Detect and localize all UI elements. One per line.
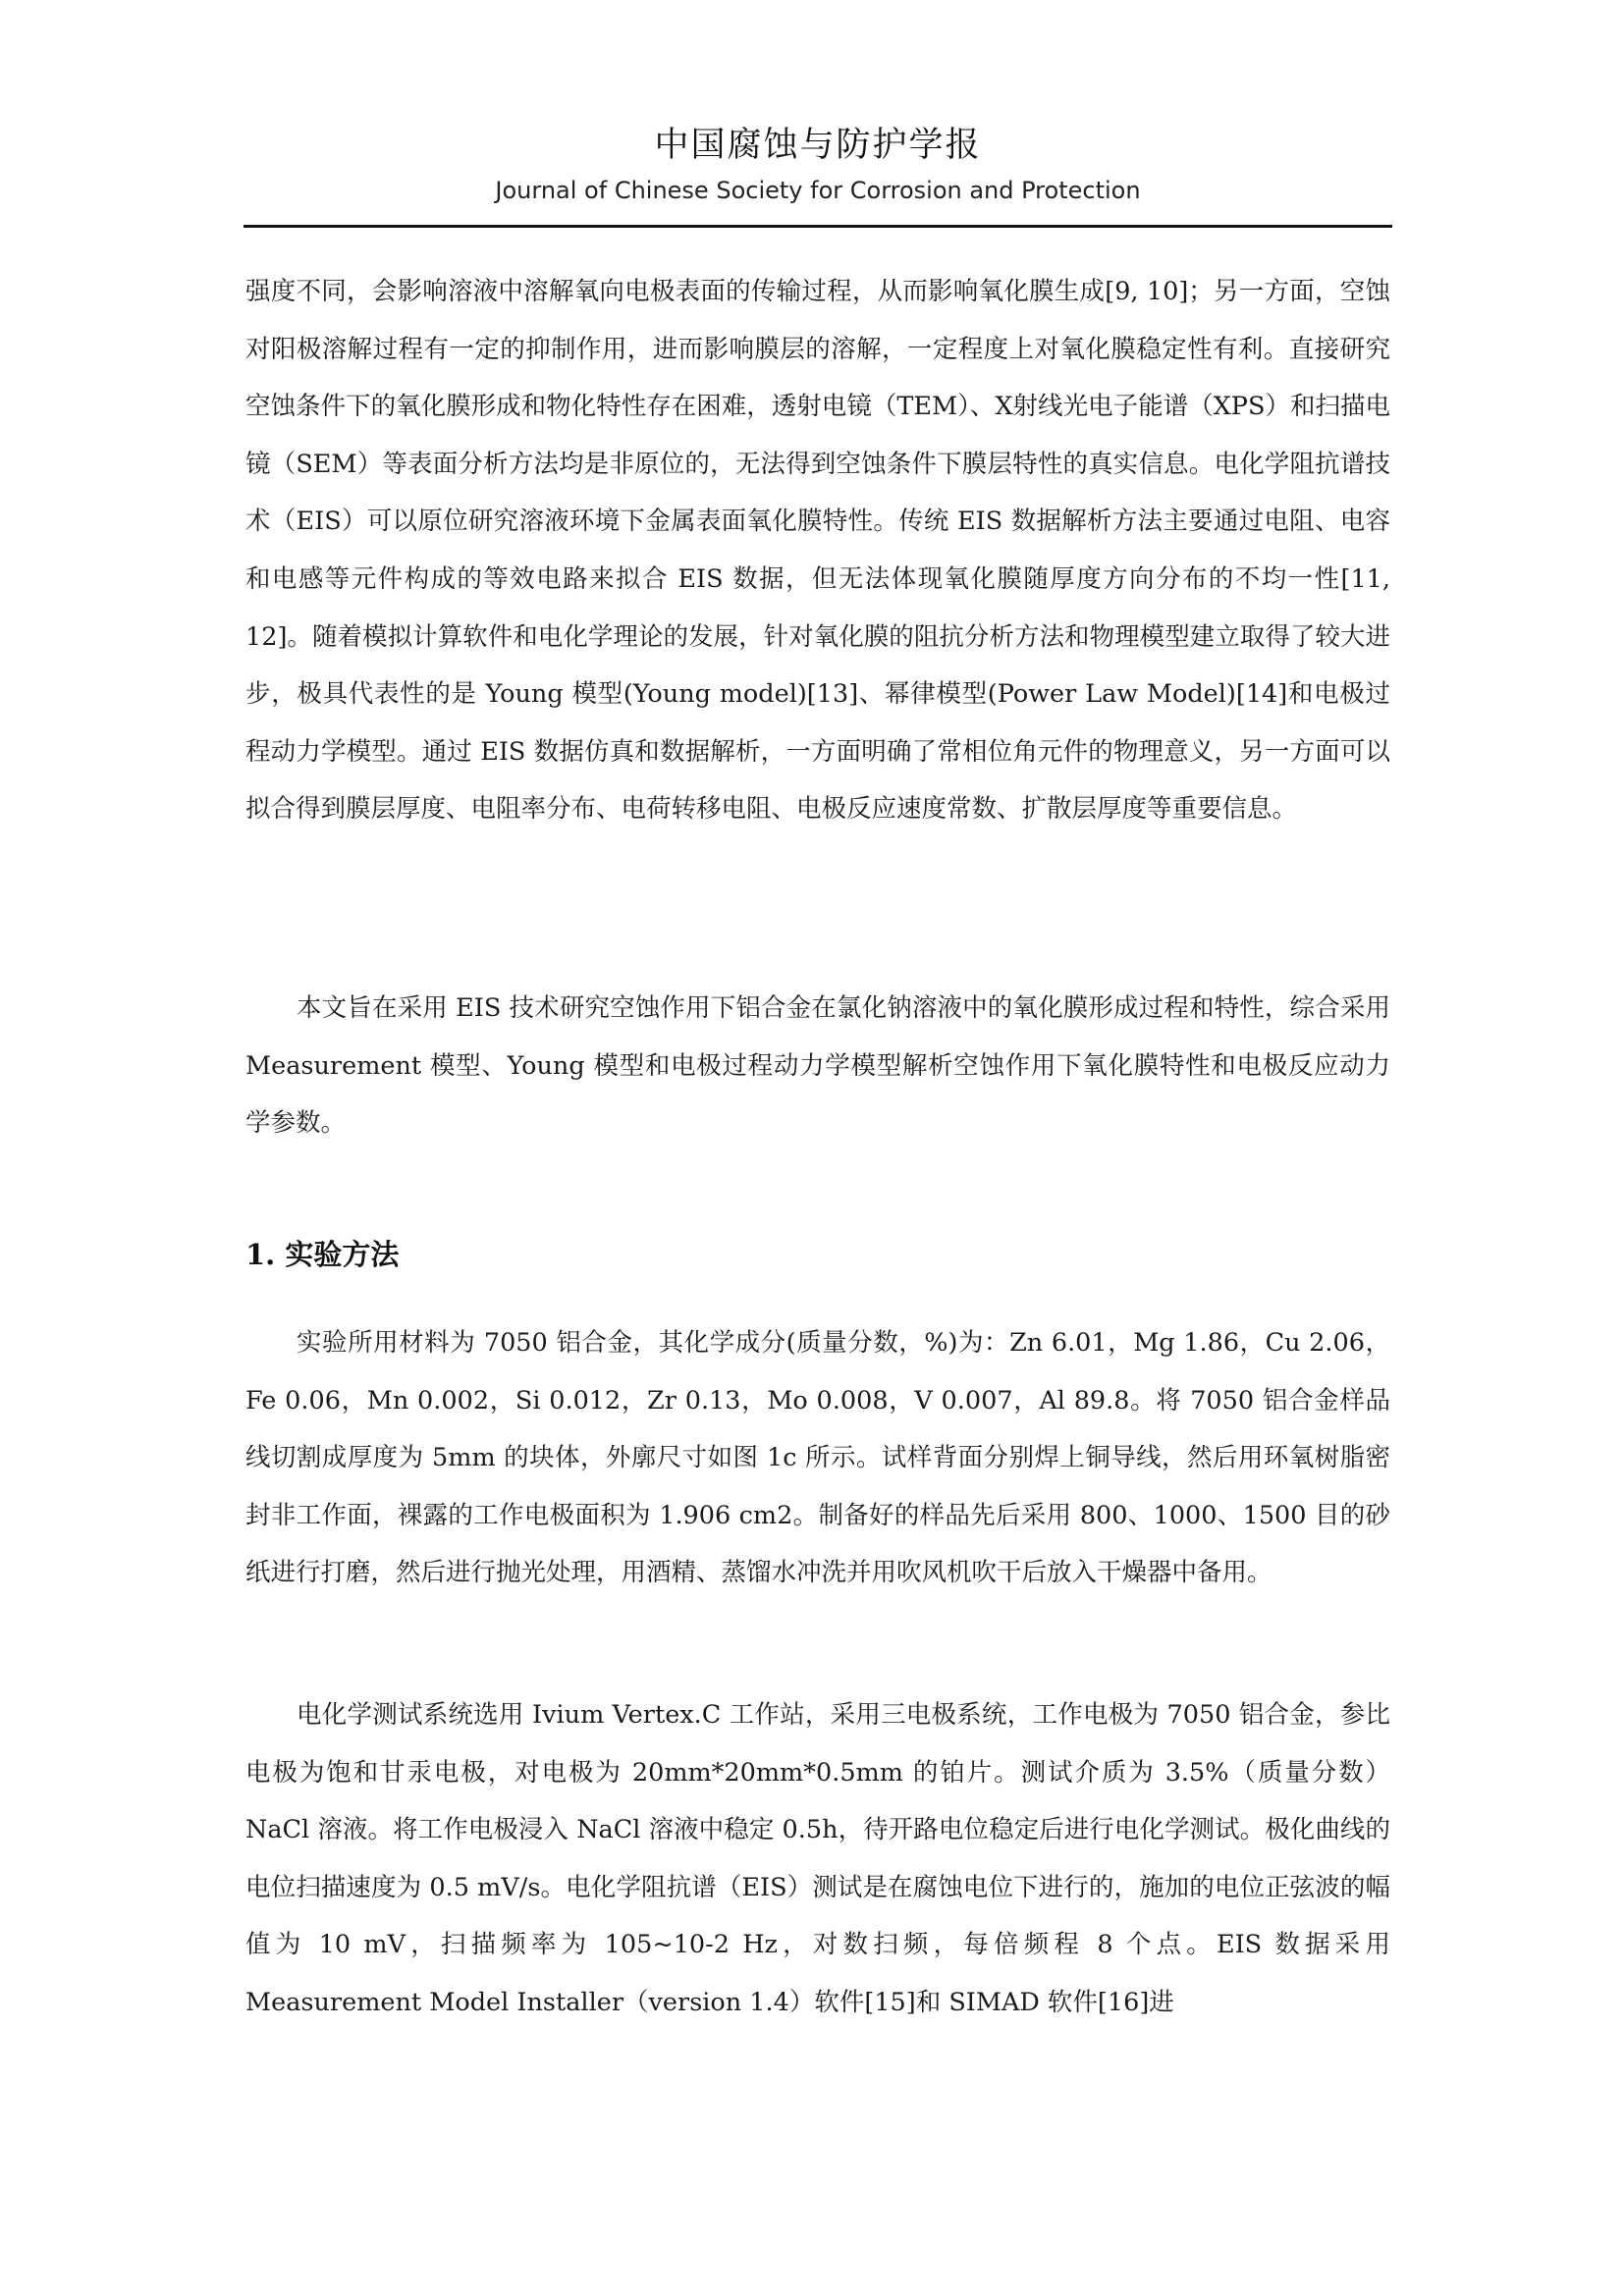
- journal-header: [244, 122, 1392, 208]
- body-paragraph-block: [245, 263, 1390, 838]
- body-paragraph-block: [245, 1314, 1390, 1602]
- journal-title-en: Journal of Chinese Society for Corrosion and Protection: [495, 177, 1141, 204]
- body-paragraph: 电化学测试系统选用 Ivium Vertex.C 工作站，采用三电极系统，工作电极为 7050 铝合金，参比电极为饱和甘汞电极，对电极为 20mm*20mm*0.5mm 的铂片。测试介质为 3.5%（质量分数）NaCl 溶液。将工作电极浸入 NaCl 溶液中稳定 0.5h，待开路电位稳定后进行电化学测试。极化曲线的电位扫描速度为 0.5 mV/s。电化学阻抗谱（EIS）测试是在腐蚀电位下进行的，施加的电位正弦波的幅值为 10 mV，扫描频率为 105~10-2 Hz，对数扫频，每倍频程 8 个点。EIS 数据采用 Measurement Model Installer（version 1.4）软件[15]和 SIMAD 软件[16]进: [245, 1700, 1390, 2017]
- body-paragraph: 强度不同，会影响溶液中溶解氧向电极表面的传输过程，从而影响氧化膜生成[9, 10]；另一方面，空蚀对阳极溶解过程有一定的抑制作用，进而影响膜层的溶解，一定程度上对氧化膜稳定性有利。直接研究空蚀条件下的氧化膜形成和物化特性存在困难，透射电镜（TEM）、X射线光电子能谱（XPS）和扫描电镜（SEM）等表面分析方法均是非原位的，无法得到空蚀条件下膜层特性的真实信息。电化学阻抗谱技术（EIS）可以原位研究溶液环境下金属表面氧化膜特性。传统 EIS 数据解析方法主要通过电阻、电容和电感等元件构成的等效电路来拟合 EIS 数据，但无法体现氧化膜随厚度方向分布的不均一性[11, 12]。随着模拟计算软件和电化学理论的发展，针对氧化膜的阻抗分析方法和物理模型建立取得了较大进步，极具代表性的是 Young 模型(Young model)[13]、幂律模型(Power Law Model)[14]和电极过程动力学模型。通过 EIS 数据仿真和数据解析，一方面明确了常相位角元件的物理意义，另一方面可以拟合得到膜层厚度、电阻率分布、电荷转移电阻、电极反应速度常数、扩散层厚度等重要信息。: [245, 277, 1390, 825]
- section-heading: 1. 实验方法: [245, 1238, 400, 1271]
- header-rule: [244, 225, 1392, 228]
- body-paragraph-block: [245, 980, 1390, 1152]
- body-paragraph-block: [245, 1686, 1390, 2032]
- journal-title-cn: 中国腐蚀与防护学报: [654, 126, 982, 165]
- body-paragraph: 实验所用材料为 7050 铝合金，其化学成分(质量分数，%)为：Zn 6.01，Mg 1.86，Cu 2.06，Fe 0.06，Mn 0.002，Si 0.012，Zr 0.13，Mo 0.008，V 0.007，Al 89.8。将 7050 铝合金样品线切割成厚度为 5mm 的块体，外廓尺寸如图 1c 所示。试样背面分别焊上铜导线，然后用环氧树脂密封非工作面，裸露的工作电极面积为 1.906 cm2。制备好的样品先后采用 800、1000、1500 目的砂纸进行打磨，然后进行抛光处理，用酒精、蒸馏水冲洗并用吹风机吹干后放入干燥器中备用。: [245, 1328, 1390, 1588]
- body-paragraph: 本文旨在采用 EIS 技术研究空蚀作用下铝合金在氯化钠溶液中的氧化膜形成过程和特性，综合采用 Measurement 模型、Young 模型和电极过程动力学模型解析空蚀作用下氧化膜特性和电极反应动力学参数。: [245, 993, 1390, 1139]
